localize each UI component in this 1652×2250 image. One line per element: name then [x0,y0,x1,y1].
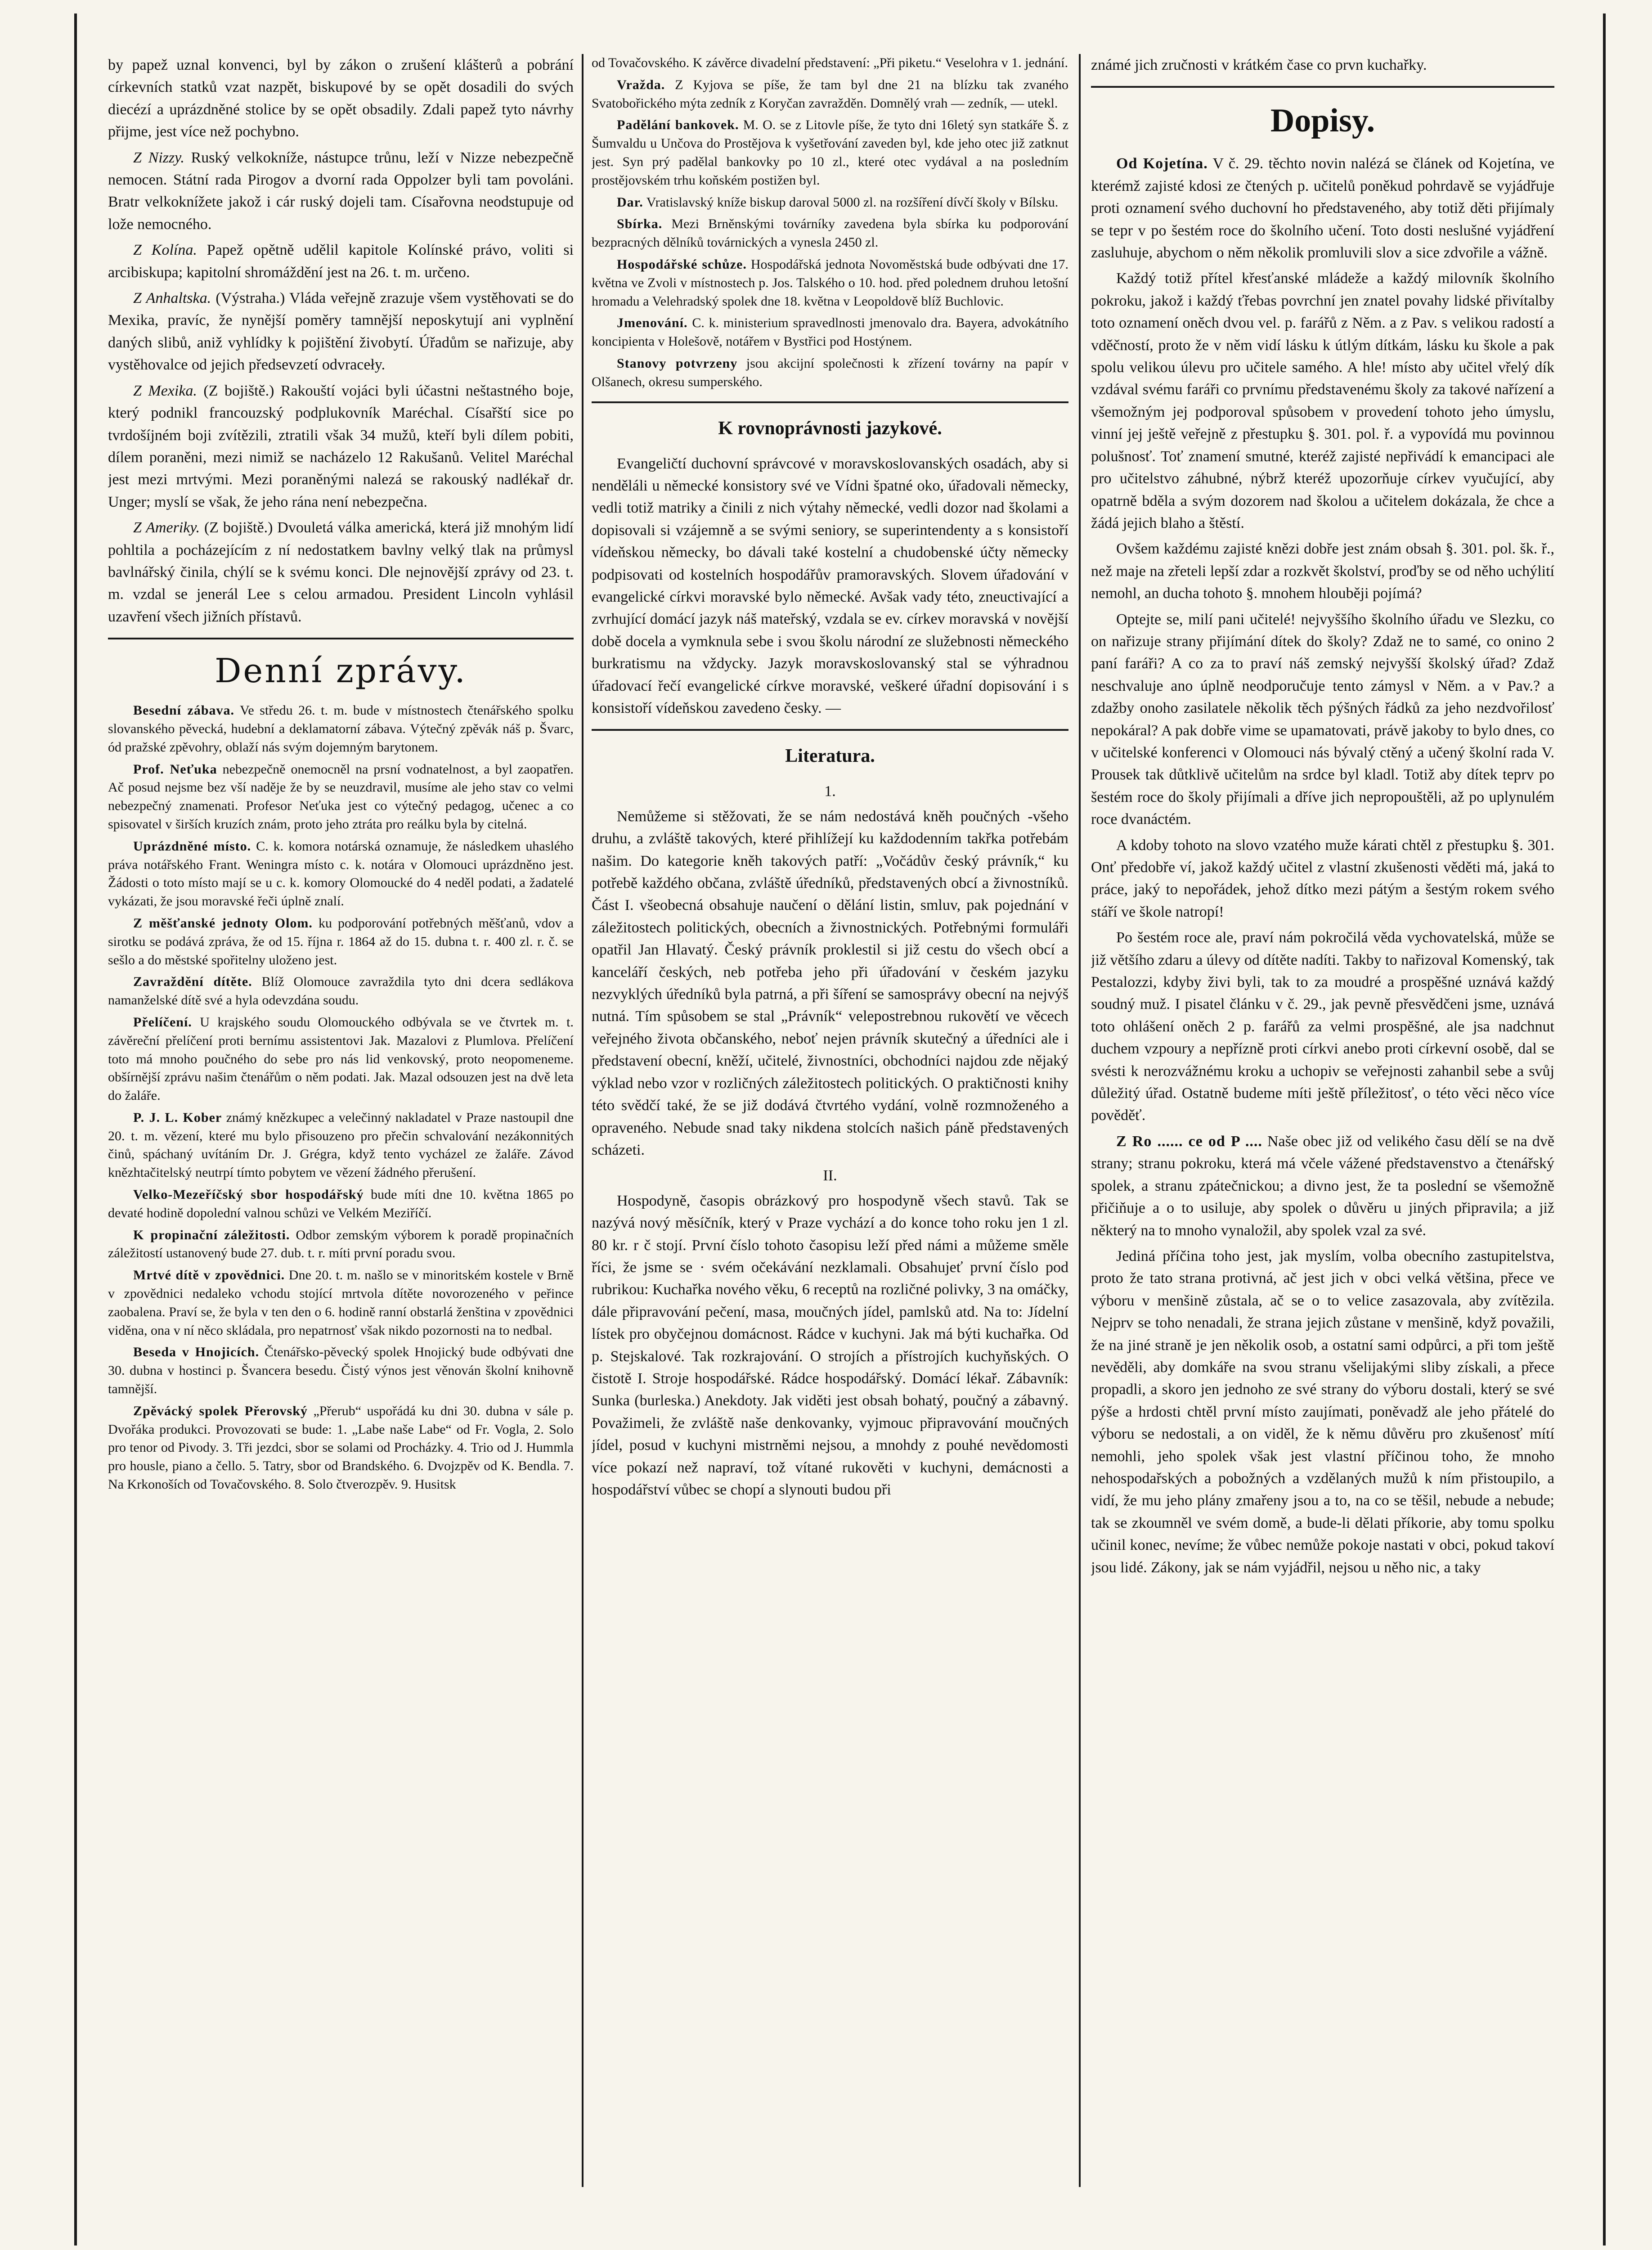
news-text: Mezi Brněnskými továrníky zavedena byla sbírka ku podporování bezpracných dělníků továrnických a vynesla 2450 zl. [592,216,1068,250]
news-text: Dne 20. t. m. našlo se v minoritském kostele v Brně v zpovědnici nedaleko vchodu stojící mrtvola dítěte novorozeného v peřince zaobalena. Praví se, že byla v ten den o 6. hodině ranní obstarlá ženština v zpovědnici viděna, ona v ní něco skládala, pro nepatrnosť však nikdo pozornosti na to nedbal. [108,1268,574,1338]
news-item-continued: od Tovačovského. K závěrce divadelní představení: „Při piketu.“ Veselohra v 1. jednání. [592,55,1068,70]
dateline: Z Kolína. [133,242,197,259]
news-heading: Z měšťanské jednoty Olom. [133,915,313,931]
section-rule [108,638,574,639]
news-heading: Dar. [617,194,643,210]
column-middle [592,54,1068,2187]
item-number: 1. [824,783,836,800]
section-title-denni-zpravy: Denní zprávy. [215,652,467,691]
news-heading: Padělání bankovek. [617,117,739,133]
news-heading: Uprázdněné místo. [133,838,251,854]
paragraph-text: Papež opětně udělil kapitole Kolínské právo, voliti si arcibiskupa; kapitolní shromáždění jest na 26. t. m. určeno. [108,242,574,281]
news-heading: Zavraždění dítěte. [133,974,252,990]
news-text: Z Kyjova se píše, že tam byl dne 21 na blízku tak zvaného Svatobořického mýta zedník z Koryčan zavražděn. Domnělý vrah — zedník, — utekl. [592,77,1068,111]
news-heading: Hospodářské schůze. [617,256,747,272]
news-heading: Besední zábava. [133,703,235,718]
news-item [108,1013,574,1105]
news-heading: Sbírka. [617,216,663,232]
paragraph-text: (Z bojiště.) Dvouletá válka americká, která již mnohým lidí pohltila a pocházejícím z ní nedostatkem bavlny velký tlak na průmysl bavlnářský činila, chýlí se k svému konci. Dle nejnovější zprávy od 23. t. m. vzdal se jenerál Lee s celou armadou. President Lincoln vyhlásil uzavření všech jižních přístavů. [108,519,574,625]
letter-text: Naše obec již od velikého času dělí se na dvě strany; stranu pokroku, která má včele vážené představenstvo a čtenářský spolek, a stranu zpátečnickou; a divno jest, že ta poslední se všemožně přičiňuje a o to usiluje, aby spolek o důvěru u jiných připravila; a již některý na to mnoho vynaložil, aby spolek vzal za své. [1091,1133,1554,1239]
dateline: Z Mexika. [133,382,197,399]
news-item [108,1226,574,1263]
section-title-literatura: Literatura. [785,746,875,767]
news-item [592,314,1068,351]
news-text: „Přerub“ uspořádá ku dni 30. dubna v sále p. Dvořáka produkci. Provozovati se bude: 1. „Labe naše Labe“ od Fr. Vogla, 2. Solo pro tenor od Pivody. 3. Tři jezdci, sbor se solami od Procházky. 4. Trio od J. Hummla pro housle, piano a čello. 5. Tatry, sbor od Brandského. 6. Dvojzpěv od K. Bendla. 7. Na Krkonoších od Tovačovského. 8. Solo čtverozpěv. 9. Husitsk [108,1403,574,1492]
news-heading: Mrtvé dítě v zpovědnici. [133,1268,285,1283]
paragraph-amerika [108,517,574,628]
column-right [1091,54,1554,2187]
news-heading: Vražda. [617,77,665,92]
news-text: nebezpečně onemocněl na prsní vodnatelnost, a byl zaopatřen. Ač posud nejsme bez vší naděje že by se neuzdravil, musíme ale jeho stav co velmi nebezpečný znamenati. Profesor Neťuka jest co výtečný pedagog, učenec a co spisovatel v širších kruzích znám, proto jeho ztráta pro reálku byla by citelná. [108,761,574,832]
dateline: Z Ameriky. [133,519,200,536]
letter-heading: Z Ro ...... ce od P .... [1116,1133,1262,1150]
news-heading: Beseda v Hnojicích. [133,1345,260,1360]
section-title-dopisy: Dopisy. [1270,102,1375,140]
paragraph-text: Ruský velkokníže, nástupce trůnu, leží v Nizze nebezpečně nemocen. Státní rada Pirogov a dvorní rada Oppolzer byli tam povoláni. Bratr velkoknížete jakož i cár ruský dojeli tam. Císařovna neodstupuje od lože nemocného. [108,149,574,233]
section-rule [592,401,1068,403]
news-text: Ve středu 26. t. m. bude v místnostech čtenářského spolku slovanského pěvecká, hudební a deklamatorní zábava. Výtečný zpěvák náš p. Švarc, ód pražské zpěvohry, oblaží nás svým dojemným barytonem. [108,703,574,755]
paragraph-anhaltsko [108,287,574,376]
paragraph-nizza [108,147,574,236]
paragraph-text: (Z bojiště.) Rakouští vojáci byli účastni neštastného boje, který podnikl francouzský podplukovník Maréchal. Císařští sice po tvrdošíjném boji zvítězili, ztratili však 34 mužů, kteří byli dílem pobiti, dílem poraněni, mezi nimiž se nacházelo 12 Rakušanů. Velitel Maréchal jest mezi mrtvými. Mezi poraněnými nalezá se rakouský nadlékař dr. Unger; myslí se však, že jeho rána není nebezpečna. [108,382,574,510]
article-paragraph: Nemůžeme si stěžovati, že se nám nedostává kněh poučných -všeho druhu, a zvláště takových, které přihlížejí ku každodenním takřka potřebám našim. Do kategorie kněh takových patří: „Vočádův český právník,“ ku potřebě každého občana, zvláště úředníků, představených obcí a živnostníků. Část I. všeobecná obsahuje naučení o dělání listin, smluv, pak pojednání v záležitostech politických, obecních a živnostnických. Potřebnými formuláři opatřil Jan Hlavatý. Český právník proklestil si již cestu do všech obcí a kanceláří českých, neb potřeba jeho při úřadování v českém jazyku nezvyklých úředníků byla patrná, a při šíření se samosprávy obecní na nejvýš nutná. Tím spůsobem se stal „Právník“ velepostrebnou rukovětí ve věcech veřejného života občanského, neboť nejen právník skutečný a úředníci ale i představení obecní, kněží, učitelé, živnostníci, obchodníci najdou zde nějaký výklad nebo vzor v rozličných záležitostech politických. O praktičnosti knihy této svědčí také, že se již dodává čtvrtého vydání, volně rozmnoženého a opraveného. Nebude snad taky nikdena stolcích našich páně představených scházeti. [592,808,1068,1158]
news-item [108,1402,574,1494]
letter-paragraph: Každý totiž přítel křesťanské mládeže a každý milovník školního pokroku, jakož i každý ťřebas povrchní jen znatel povahy lidské přivítalby toto oznamení oněch dvou vel. p. farářů z Něm. a z Pav. s velikou radostí a vděčností, proto že v něm vidí lásku k útlým dítkám, lásku ku škole a pak spolu velikou úlevu pro učitele samého. A hle! místo aby učitel vřelý dík vzdával svému faráři co prvnímu představenému školy za takové nařízení a všemožným jej podporoval spůsobem v provedení tohoto jeho úmyslu, vinní jej ještě veřejně z přestupku §. 301. pol. ř. a vypovídá mu povinnou polušnosť. Toť znamení smutné, kteréž zajisté nepřivádí k emancipaci ale pro učitelstvo záhubné, nýbrž kteréž upozorňuje církev vyučující, aby opatrně bděla a svým dozorem nad školou a učitelem dokázala, že chce a žádá jejich blaho a štěstí. [1091,270,1554,531]
column-left [108,54,574,2187]
letter-paragraph: Optejte se, milí pani učitelé! nejvyššího školního úřadu ve Slezku, co on nařizuje strany přijímání dítek do školy? Zdaž ne to samé, co onino 2 paní faráři? A co za to praví náš zemský nejvyšší školský úřad? Zdaž neschvaluje ano úplně neodporučuje tento zámysl v Něm. a v Pav.? a zdažby onoho zasilatele několik těch pýšných řádků za jeho nezdvořilosť nepokáral? A pak dobře vime se upamatovati, právě jakoby to bylo dnes, co v učitelské konferenci v Olomouci nás bývalý ctěný a učený školní rada V. Prousek tak důtklivě učitelům na srdce byl kladl. Totiž aby dítek teprv po šestém roce do školy přijímali a dříve jich nepropouštěli, až po uplynulém roce dvanáctém. [1091,611,1554,828]
news-item [592,76,1068,113]
item-number: II. [823,1167,837,1184]
news-text: jsou akcijní společnosti k zřízení továrny na papír v Olšanech, okresu sumperského. [592,356,1068,389]
news-heading: Velko-Mezeříčský sbor hospodářský [133,1187,364,1202]
news-item [108,1109,574,1182]
news-text: C. k. ministerium spravedlnosti jmenovalo dra. Bayera, advokátního koncipienta v Holešově, notářem v Bystřici pod Hostýnem. [592,315,1068,349]
letter-paragraph [1091,1130,1554,1242]
dateline: Z Anhaltska. [133,290,211,307]
section-title-rovnopravnost: K rovnoprávnosti jazykové. [718,418,942,439]
column-divider-right [1079,54,1081,2187]
news-heading: P. J. L. Kober [133,1110,222,1125]
letter-paragraph [1091,153,1554,264]
news-heading: Prof. Neťuka [133,761,217,777]
letter-paragraph: Jediná příčina toho jest, jak myslím, volba obecního zastupitelstva, proto že tato strana protivná, ač jest jich v obci velká většina, přece ve výboru v menšině zůstala, ač se o to velice zasazovala, aby zvítězila. Nejprv se toho nenadali, že strana jejich zůstane v menšině, když považili, že na jiné straně je jen několik osob, a ostatní sami odpůrci, a při tom ještě nevěděli, aby domkáře na svou stranu všelijakými sliby získali, a přece propadli, a skoro jen jednoho ze své strany do výboru dostali, který se své pýše a hrdosti chtěl první místo zaujímati, poněvadž ale jeho přátelé do výboru se nedostali, a on viděl, že k němu důvěru pro zkušenosť mítí nemohli, jeho spolek však jest vlastní příčinou toho, že mnoho nehospodařských a pobožných a vzdělaných mužů k ním přistoupilo, a vidí, že mu jeho plány zmařeny jsou a to, na co se těšil, nebude a nebude; tak se zkoumněl ve svém domě, a bude-li dělati příkorie, aby tomu spolku učinil konec, nevíme; že vůbec nemůže pokoje nastati v obci, pokud takoví jsou lidé. Zákony, jak se nám vyjádřil, nejsou u něho nic, a taky [1091,1247,1554,1576]
news-item [592,116,1068,189]
paragraph-text: (Výstraha.) Vláda veřejně zrazuje všem vystěhovati se do Mexika, pravíc, že nynější poměry tamnější neposkytují ani vyplnění daných slibů, aniž vyhlídky k pojištění živobytí. Úřadům se nařizuje, aby vystěhovalce od jejich předsevzetí odvraceły. [108,290,574,374]
news-item [592,355,1068,392]
news-heading: Zpěvácký spolek Přerovský [133,1403,308,1418]
letter-paragraph: Po šestém roce ale, praví nám pokročilá věda vychovatelská, může se již většího zdaru a úlevy od dítěte nadíti. Takby to nařizoval Komenský, tak Pestalozzi, kdyby živi byli, tak to za moudré a prospěšné uznává každý soudný muž. I pisatel článku v č. 29., jak pevně přesvědčeni jsme, uznává toto ohlášení oněch 2 p. farářů za velmi prospěšné, ale jsa nadchnut duchem vzpoury a nepřízně proti církvi anebo proti církevní osobě, dal se svésti k nerozvážnému kroku a uchopiv se veřejnosti zahanbil sebe a svůj důležitý úřad. Ostatně budeme míti ještě příležitosť, o této věci něco více pověděť. [1091,929,1554,1124]
news-text: Vratislavský kníže biskup daroval 5000 zl. na rozšíření dívčí školy v Bílsku. [646,194,1059,210]
paragraph-continued: známé jich zručnosti v krátkém čase co prvn kuchařky. [1091,57,1427,73]
section-rule [592,729,1068,731]
news-item [592,215,1068,252]
dateline: Z Nizzy. [133,149,184,166]
news-text: Hospodářská jednota Novoměstská bude odbývati dne 17. května ve Zvoli v místnostech p. Jos. Talského o 10. hod. před polednem druhou letošní hromadu a Velehradský spolek dne 18. května v Leopoldově blíž Buchlovic. [592,256,1068,309]
paragraph-continued: by papež uznal konvenci, byl by zákon o zrušení klášterů a pobrání církevních statků vzat nazpět, biskupové by se opět dosadili do svých diecézí a uprázdněné stolice by se opět obsadily. Zdali papež tyto návrhy přijme, jest více než pochybno. [108,57,574,140]
news-text: M. O. se z Litovle píše, že tyto dni 16letý syn statkáře Š. z Šumvaldu u Unčova do Prostějova k vyšetřování zaveden byl, kde jeho otec již zatknut jest. Syn prý padělal bankovky po 10 zl., které otec vydával a na posledním prostějovském trhu koňském postižen byl. [592,117,1068,188]
paragraph-kolin [108,239,574,284]
paragraph-mexiko [108,380,574,513]
letter-heading: Od Kojetína. [1116,155,1208,172]
column-divider-left [582,54,584,2187]
news-item [108,973,574,1010]
news-heading: Jmenování. [617,315,688,331]
news-item [592,256,1068,310]
letter-paragraph: A kdoby tohoto na slovo vzatého muže kárati chtěl z přestupku §. 301. Onť předobře ví, jakož každý učitel z vlastní zkušenosti věděti má, jaká to práce, jaký to nepořádek, jehož dítko mezi pátým a šestým rokem svého stáří ve škole natropí! [1091,837,1554,920]
news-item [108,837,574,911]
news-item [108,1266,574,1340]
news-text: C. k. komora notárská oznamuje, že následkem uhaslého práva notářského Frant. Weningra místo c. k. notára v Olomouci uprázdněno jest. Žádosti o toto místo mají se u c. k. komory Olomoucké do 4 neděl podati, a žadatelé vykázati, že jsou moravské řeči úplně znalí. [108,838,574,909]
news-heading: Stanovy potvrzeny [617,356,738,371]
article-paragraph: Evangeličtí duchovní správcové v moravskoslovanských osadách, aby si nenděláli u německé konsistory své ve Vídni špatné oko, úřadovali německy, vedli totiž matriky a činili z nich výtahy německé, vedli dozor nad školami a dopisovali si vzájemně a se svými seniory, se superintendenty a s konsistoří vídeňskou německy, bo dávali také kostelní a chudobenské účty německy podpisovati od kostelních hospodářův pramoravských. Slovem úřadování v evangelické církvi moravské bylo německé. Avšak vady této, zneuctivající a zvrhující domácí jazyk náš mateřský, vzdala se ev. církev moravská v novější době docela a vymknula sebe i svou školu národní ze služebnosti německého burkratismu na vždycky. Jazyk moravskoslovanský stal se výhradnou úřadovací řečí evangelické církve moravské, veškeré úřadní dopisování i s konsistoří vídeňskou zavedeno česky. — [592,455,1068,717]
section-rule [1091,86,1554,88]
letter-text: V č. 29. těchto novin nalézá se článek od Kojetína, ve kterémž zajisté kdosi ze čtených p. učitelů poněkud pohrdavě se vyjádřuje proti oznamení svého duchovní ho představeného, aby totiž děti přijímaly se tepr v po šestém roce do školního učení. Toto dosti neslušné vyjádření zasluhuje, abychom o něm několik promluvili slov a sice zdvořile a vážně. [1091,155,1554,261]
news-item [108,760,574,834]
news-text: ku podporování potřebných měšťanů, vdov a sirotku se podává zpráva, že od 15. října r. 1864 až do 15. dubna t. r. 400 zl. r. č. se sešlo a do městské spořitelny uloženo jest. [108,915,574,968]
news-item [108,1343,574,1398]
news-item [592,194,1068,212]
news-text: bude míti dne 10. května 1865 po devaté hodině dopolední valnou schůzi ve Velkém Meziříčí. [108,1187,574,1220]
letter-paragraph: Ovšem každému zajisté knězi dobře jest znám obsah §. 301. pol. šk. ř., než maje na zřeteli lepší zdar a rozkvět školství, proďby se od něho uchýlití nemohl, an ducha tohoto §. mnohem hlouběji pojímá? [1091,540,1554,602]
news-text: Odbor zemským výborem k poradě propinačních záležitostí ustanovený bude 27. dub. t. r. míti první poradu svou. [108,1227,574,1261]
news-item [108,914,574,969]
news-text: Blíž Olomouce zavraždila tyto dni dcera sedlákova namanželské dítě své a hyla odevzdána soudu. [108,974,574,1008]
news-text: Čtenářsko-pěvecký spolek Hnojický bude odbývati dne 30. dubna v hostinci p. Švancera besedu. Čistý výnos jest věnován školní knihovně tamnější. [108,1345,574,1397]
news-item [108,1186,574,1223]
news-heading: K propinační záležitosti. [133,1227,290,1242]
news-item [108,702,574,756]
news-text: známý knězkupec a velečinný nakladatel v Praze nastoupil dne 20. t. m. vězení, které mu bylo přisouzeno pro přečin schvalování nezákonnitých činů, spáchaný uvítáním Dr. J. Grégra, když tento vycházel ze žaláře. Závod knězhtačitelský neutrpí tímto pobytem ve vězení žádného přerušení. [108,1110,574,1180]
news-text: U krajského soudu Olomouckého odbývala se ve čtvrtek m. t. závěreční přelíčení proti bernímu assistentovi Jak. Mazalovi z Plumlova. Přelíčení toto má mnoho poučného do sebe pro nás lid venkovský, proto neopomeneme. obšírnější zprávu našim čtenářům o něm podati. Jak. Mazal odsouzen jest na dvě leta do žaláře. [108,1014,574,1103]
news-heading: Přelíčení. [133,1014,192,1030]
article-paragraph: Hospodyně, časopis obrázkový pro hospodyně všech stavů. Tak se nazývá nový měsíčník, který v Praze vychází a do konce toho roku jen 1 zl. 80 kr. r č stojí. První číslo tohoto časopisu leží před námi a můžeme směle říci, že jsme se · svém očekávání nezklamali. Obsahujeť první číslo pod rubrikou: Kuchařka nového věku, 6 receptů na rozličné polivky, 3 na omáčky, dále připravování pečení, masa, moučných jídel, pamlsků atd. Na to: Jídelní lístek pro obyčejnou domácnost. Rádce v kuchyni. Jak má býti kuchařka. Od p. Stejskalové. Tak rozkrajování. O strojích a přístrojích kuchyňských. O čistotě I. Stroje hospodářské. Rádce hospodářský. Domácí lékař. Zábavník: Sunka (burleska.) Anekdoty. Jak viděti jest obsah bohatý, poučný a zábavný. Považimeli, že zvláště naše denkovanky, vyjmouc připravování moučných jídel, posud v kuchyni mistrněmi nejsou, a mnohdy z pouhé nevědomosti více pokazí než napraví, tož vítané rukověti v kuchyni, demácnosti a hospodářství vůbec se chopí a slynouti budou při [592,1192,1068,1498]
